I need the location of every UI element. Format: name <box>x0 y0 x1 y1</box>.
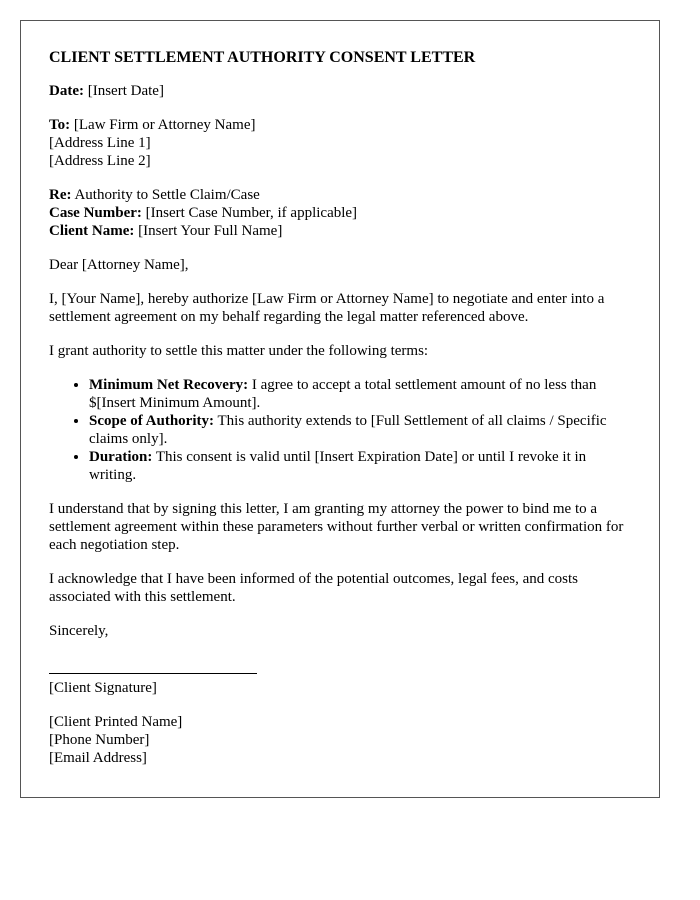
understanding-paragraph: I understand that by signing this letter, I am granting my attorney the power to bind me to a settlement agreement within these parameters without further verbal or written confirmation for each negotiation step. <box>49 501 624 553</box>
term-item-minimum-recovery <box>89 376 631 412</box>
re-value: Authority to Settle Claim/Case <box>74 187 260 203</box>
term-label: Scope of Authority: <box>89 413 214 429</box>
to-value: [Law Firm or Attorney Name] <box>73 117 256 133</box>
date-block <box>49 82 631 100</box>
address-line-1: [Address Line 1] <box>49 135 151 151</box>
client-contact-block <box>49 713 631 767</box>
terms-list <box>49 376 631 484</box>
address-line-2: [Address Line 2] <box>49 153 151 169</box>
re-line <box>49 186 631 204</box>
date-line <box>49 82 631 100</box>
terms-intro-paragraph: I grant authority to settle this matter under the following terms: <box>49 343 429 359</box>
to-line <box>49 116 631 134</box>
salutation: Dear [Attorney Name], <box>49 257 189 273</box>
term-text: This authority extends to [Full Settlement of all claims / Specific claims only]. <box>89 413 607 447</box>
client-name-value: [Insert Your Full Name] <box>138 223 283 239</box>
signature-line <box>49 673 257 674</box>
signature-space <box>49 656 631 673</box>
letter-page <box>20 20 660 798</box>
email-address: [Email Address] <box>49 750 147 766</box>
client-name-line <box>49 222 631 240</box>
term-label: Duration: <box>89 449 153 465</box>
printed-name: [Client Printed Name] <box>49 714 183 730</box>
acknowledgement-paragraph: I acknowledge that I have been informed of the potential outcomes, legal fees, and costs associated with this settlement. <box>49 571 578 605</box>
term-item-duration <box>89 448 631 484</box>
term-text: This consent is valid until [Insert Expiration Date] or until I revoke it in writing. <box>89 449 587 483</box>
authorization-paragraph: I, [Your Name], hereby authorize [Law Firm or Attorney Name] to negotiate and enter into a settlement agreement on my behalf regarding the legal matter referenced above. <box>49 291 605 325</box>
phone-number: [Phone Number] <box>49 732 150 748</box>
re-label: Re: <box>49 187 72 203</box>
term-text: I agree to accept a total settlement amount of no less than $[Insert Minimum Amount]. <box>89 377 597 411</box>
term-label: Minimum Net Recovery: <box>89 377 249 393</box>
reference-block <box>49 186 631 240</box>
client-name-label: Client Name: <box>49 223 135 239</box>
case-number-label: Case Number: <box>49 205 142 221</box>
term-item-scope <box>89 412 631 448</box>
letter-title: CLIENT SETTLEMENT AUTHORITY CONSENT LETTER <box>49 49 476 66</box>
case-number-value: [Insert Case Number, if applicable] <box>145 205 358 221</box>
case-number-line <box>49 204 631 222</box>
date-value: [Insert Date] <box>87 83 164 99</box>
signature-label: [Client Signature] <box>49 680 157 696</box>
closing: Sincerely, <box>49 623 109 639</box>
date-label: Date: <box>49 83 84 99</box>
recipient-block <box>49 116 631 170</box>
to-label: To: <box>49 117 71 133</box>
